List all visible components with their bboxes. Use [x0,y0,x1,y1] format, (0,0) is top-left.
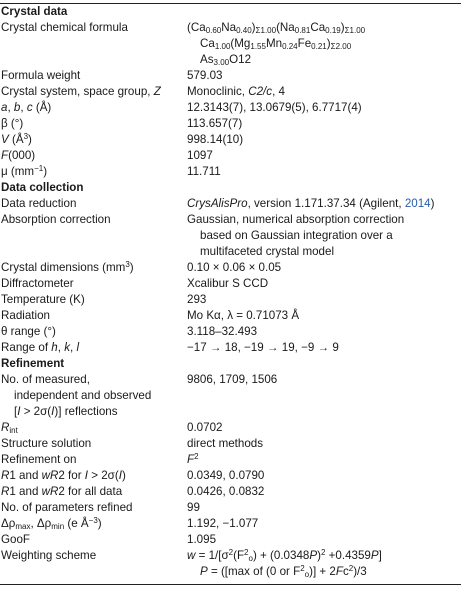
crystal-dimensions-label: Crystal dimensions $(mm^3)$ [1,260,134,274]
weighting-line1: $w = 1/[\sigma^2(F^2_o) + (0.0348P)^2 +0.4359P]$ [187,548,382,563]
formula-value [187,20,461,68]
reflections-value: 9806, 1709, 1506 [187,373,278,386]
row-refinement-on [0,452,461,468]
citation-link[interactable]: 2014 [404,197,431,210]
absorption-line2: based on Gaussian integration over a [200,229,393,242]
beta-value: 113.657(7) [187,117,243,130]
rint-label: $R_{int}$ [1,421,18,435]
temperature-label: Temperature (K) [1,293,85,306]
citation-close: ) [430,197,435,210]
cell-abc-label: a, b, c (Å) [1,101,52,114]
row-r-all [0,484,461,500]
crystal-system-value: Monoclinic, C2/c, 4 [187,85,285,98]
weighting-label: Weighting scheme [1,549,97,562]
r-all-label: R1 and wR2 for all data [1,485,123,498]
row-diffractometer [0,276,461,292]
volume-value: 998.14(10) [187,133,244,146]
row-goof [0,532,461,548]
crystal-system-label: Crystal system, space group, Z [1,85,161,98]
volume-label: V $(Å^3)$ [1,132,32,146]
beta-label: β (°) [1,117,24,130]
row-data-reduction [0,196,461,212]
row-temperature [0,292,461,308]
section-crystal-data: Crystal data [1,5,68,18]
diffractometer-label: Diffractometer [1,277,74,290]
formula-line2: $Ca_{1.00}(Mg_{1.55}Mn_{0.24}Fe_{0.21})_{\Sigma 2.00}$ [200,37,352,51]
program-version: , version 1.171.37.34 (Agilent, [247,197,405,210]
radiation-label: Radiation [1,309,50,322]
delta-rho-value: 1.192, −1.077 [187,517,259,530]
row-hkl-range [0,340,461,356]
data-reduction-value [187,196,461,212]
refinement-on-label: Refinement on [1,453,77,466]
refinement-on-value: $F^2$ [187,452,199,466]
mu-value: 11.711 [187,165,221,178]
structure-solution-value: direct methods [187,437,264,450]
structure-solution-label: Structure solution [1,437,92,450]
section-refinement: Refinement [1,357,65,370]
formula-line1: $(Ca_{0.60}Na_{0.40})_{\Sigma 1.00}(Na_{0.81}Ca_{0.19})_{\Sigma 1.00}$ [187,21,366,35]
mu-label: μ $(mm^{-1})$ [1,164,48,178]
absorption-line1: Gaussian, numerical absorption correction [187,213,405,226]
row-volume [0,132,461,148]
formula-label: Crystal chemical formula [1,21,128,34]
rint-value: 0.0702 [187,421,223,434]
hkl-range-label: Range of h, k, l [1,341,80,354]
row-crystal-system [0,84,461,100]
program-name: CrysAlisPro [187,197,248,210]
goof-value: 1.095 [187,533,217,546]
parameters-value: 99 [187,501,200,514]
reflections-label-line3: [I > 2σ(I)] reflections [14,405,118,418]
row-reflections [0,372,461,420]
weighting-value [187,548,461,580]
theta-range-value: 3.118–32.493 [187,325,258,338]
temperature-value: 293 [187,293,207,306]
reflections-label [0,372,187,420]
r-observed-label: R1 and wR2 for I > 2σ(I) [1,469,126,482]
f000-value: 1097 [187,149,213,162]
formula-weight-value: 579.03 [187,69,223,82]
row-theta-range [0,324,461,340]
formula-weight-label: Formula weight [1,69,81,82]
row-weighting [0,548,461,580]
table-bottom-rule [0,584,461,585]
row-absorption [0,212,461,260]
reflections-label-line1: No. of measured, [1,373,90,386]
row-formula [0,20,461,68]
parameters-label: No. of parameters refined [1,501,133,514]
row-cell-abc [0,100,461,116]
data-reduction-label: Data reduction [1,197,77,210]
row-radiation [0,308,461,324]
row-delta-rho [0,516,461,532]
absorption-line3: multifaceted crystal model [200,245,335,258]
goof-label: GooF [1,533,30,546]
formula-line3: $As_{3.00}O12$ [200,53,252,67]
hkl-range-value: −17 → 18, −19 → 19, −9 → 9 [187,341,339,354]
r-observed-value: 0.0349, 0.0790 [187,469,265,482]
theta-range-label: θ range (°) [1,325,56,338]
radiation-value: Mo Kα, λ = 0.71073 Å [187,309,300,322]
row-structure-solution [0,436,461,452]
r-all-value: 0.0426, 0.0832 [187,485,265,498]
section-data-collection: Data collection [1,181,84,194]
f000-label: F(000) [1,149,36,162]
row-f000 [0,148,461,164]
row-crystal-dimensions [0,260,461,276]
row-mu [0,164,461,180]
row-r-observed [0,468,461,484]
row-beta [0,116,461,132]
weighting-line2: P = ([max of (0 or $F^2_o)] + 2Fc^2)/3$ [200,564,367,579]
diffractometer-value: Xcalibur S CCD [187,277,269,290]
row-formula-weight [0,68,461,84]
crystal-dimensions-value: 0.10 × 0.06 × 0.05 [187,261,282,274]
absorption-value [187,212,461,260]
absorption-label: Absorption correction [1,213,111,226]
reflections-label-line2: independent and observed [14,389,152,402]
cell-abc-value: 12.3143(7), 13.0679(5), 6.7717(4) [187,101,362,114]
row-rint [0,420,461,436]
delta-rho-label: $\Delta\rho_{max}$, $\Delta\rho_{min}$ (e $Å^{-3}$) [1,516,102,531]
row-parameters [0,500,461,516]
